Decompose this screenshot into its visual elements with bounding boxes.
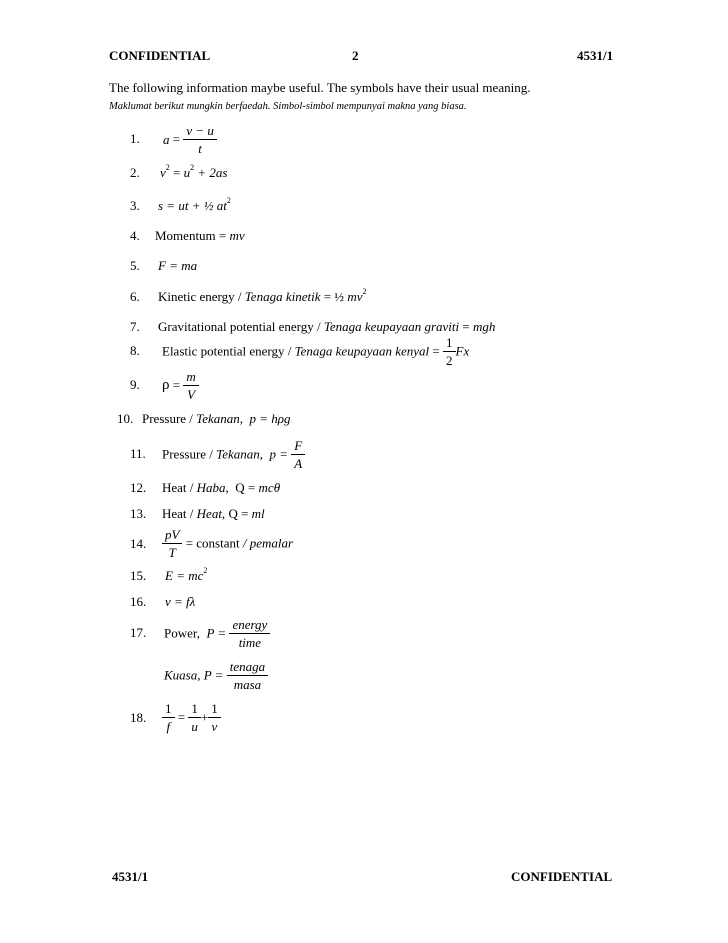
page-number: 2	[352, 48, 359, 63]
formula-6: 6. Kinetic energy / Tenaga kinetik = ½ $mv^2$	[130, 287, 367, 304]
formula-15: 15. $E = mc^2$	[130, 566, 208, 583]
header-paper-code: 4531/1	[577, 48, 614, 63]
formula-13: 13. Heat / Heat, Q = ml	[130, 506, 265, 521]
formula-16: 16. v = fλ	[130, 594, 196, 609]
formula-2: 2. $v^2 = u^2 + 2as$	[130, 163, 228, 180]
formula-12: 12. Heat / Haba, Q = mcθ	[130, 480, 281, 495]
formula-7: 7. Gravitational potential energy / Tenaga keupayaan graviti = mgh	[130, 319, 496, 334]
formula-10: 10. Pressure / Tekanan, p = hρg	[117, 411, 291, 426]
formula-3: 3. s = ut + ½ $at^2$	[130, 196, 231, 213]
footer-paper-code: 4531/1	[112, 869, 149, 884]
formula-4: 4. Momentum = mv	[130, 228, 245, 243]
intro-malay: Maklumat berikut mungkin berfaedah. Simbol-simbol mempunyai makna yang biasa.	[109, 101, 467, 112]
header-confidential: CONFIDENTIAL	[109, 48, 211, 63]
formula-5: 5. F = ma	[130, 258, 198, 273]
intro-english: The following information maybe useful. The symbols have their usual meaning.	[109, 80, 531, 95]
footer-confidential: CONFIDENTIAL	[511, 869, 613, 884]
